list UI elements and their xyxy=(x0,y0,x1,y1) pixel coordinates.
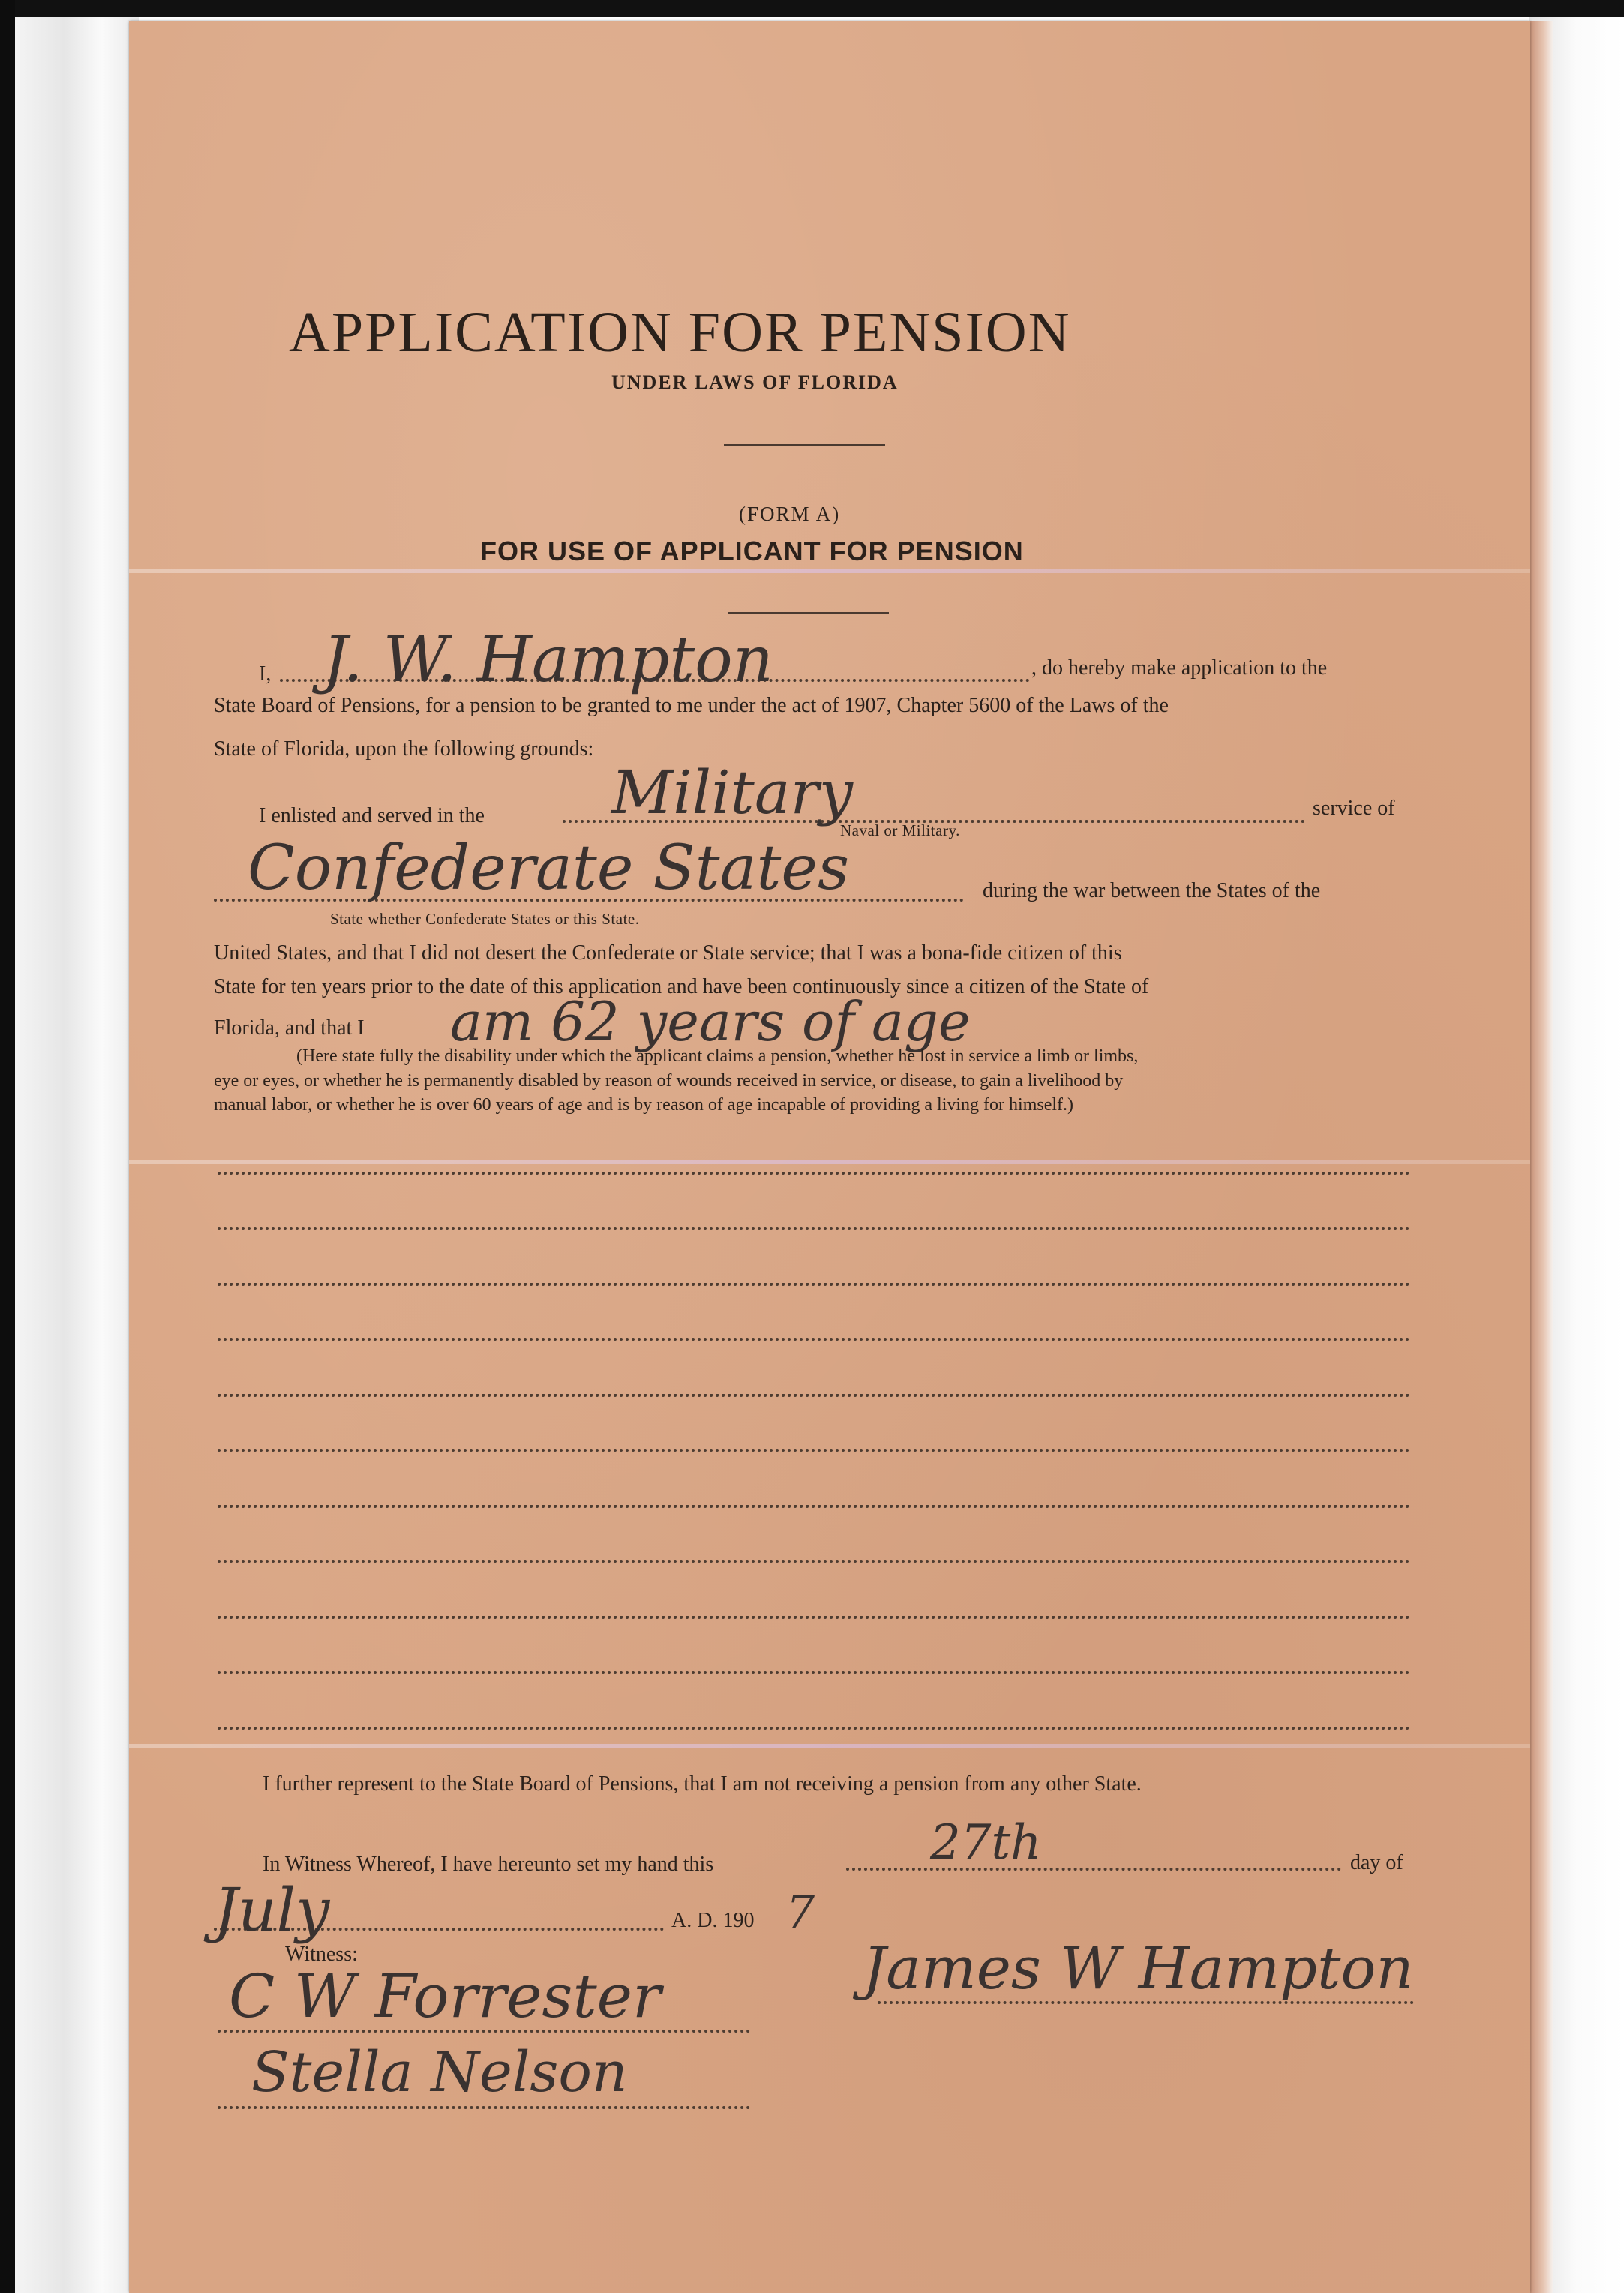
service-tail: service of xyxy=(1313,797,1395,820)
state-tail: during the war between the States of the xyxy=(983,879,1321,902)
further-statement: I further represent to the State Board of Pensions, that I am not receiving a pension from any other State. xyxy=(263,1772,1142,1796)
page-subtitle: UNDER LAWS OF FLORIDA xyxy=(611,371,899,393)
witness-signature-1: C W Forrester xyxy=(229,1961,662,2031)
para1-tail: , do hereby make application to the xyxy=(1031,656,1328,680)
blank-line xyxy=(218,1394,1410,1397)
state-hint: State whether Confederate States or this State. xyxy=(330,910,640,928)
form-label: (FORM A) xyxy=(739,503,841,525)
service-lead: I enlisted and served in the xyxy=(259,804,485,827)
witness-signature-2: Stella Nelson xyxy=(251,2040,628,2105)
blank-line xyxy=(218,1227,1410,1230)
para2-line2: State for ten years prior to the date of this application and have been continuously since a citizen of the State of xyxy=(214,975,1149,998)
para2-line3-lead: Florida, and that I xyxy=(214,1016,365,1040)
paper-edge xyxy=(1530,21,1553,2293)
fold-line xyxy=(129,569,1530,573)
witness-label: Witness: xyxy=(285,1943,358,1966)
state-handwritten: Confederate States xyxy=(248,833,850,904)
blank-line xyxy=(218,1727,1410,1730)
blank-line xyxy=(218,1505,1410,1508)
blank-line xyxy=(218,1671,1410,1674)
blank-line xyxy=(218,1338,1410,1341)
para1-line2: State Board of Pensions, for a pension to be granted to me under the act of 1907, Chapter 5600 of the Laws of the xyxy=(214,694,1169,717)
fold-line xyxy=(129,1160,1530,1164)
blank-line xyxy=(218,1560,1410,1563)
instructions-line3: manual labor, or whether he is over 60 years of age and is by reason of age incapable of providing a living for himself.) xyxy=(214,1095,1073,1115)
blank-line xyxy=(218,1283,1410,1286)
disability-handwritten: am 62 years of age xyxy=(450,990,971,1053)
para1-line3: State of Florida, upon the following grounds: xyxy=(214,737,594,761)
applicant-signature: James W Hampton xyxy=(863,1935,1414,2003)
month-handwritten: July xyxy=(214,1875,330,1945)
day-field-line xyxy=(846,1868,1341,1871)
fold-line xyxy=(129,1744,1530,1748)
instructions-line1: (Here state fully the disability under which the applicant claims a pension, whether he lost in service a limb or limbs, xyxy=(296,1046,1139,1066)
blank-line xyxy=(218,1449,1410,1452)
instructions-line2: eye or eyes, or whether he is permanently disabled by reason of wounds received in service, or disease, to gain a livelihood by xyxy=(214,1071,1124,1091)
scan-border-left xyxy=(0,0,15,2293)
year-handwritten: 7 xyxy=(786,1886,815,1939)
day-handwritten: 27th xyxy=(930,1815,1042,1871)
para2-line1: United States, and that I did not desert the Confederate or State service; that I was a bona-fide citizen of this xyxy=(214,941,1122,965)
applicant-name-handwritten: J. W. Hampton xyxy=(323,623,773,696)
service-hint: Naval or Military. xyxy=(840,821,960,839)
service-handwritten: Military xyxy=(611,758,853,827)
ad-label: A. D. 190 xyxy=(671,1909,755,1932)
witness-tail: day of xyxy=(1350,1851,1403,1874)
blank-line xyxy=(218,1172,1410,1175)
witness-line-2 xyxy=(218,2106,750,2109)
sleeve-left xyxy=(15,17,139,2293)
form-heading: FOR USE OF APPLICANT FOR PENSION xyxy=(480,536,1024,566)
divider xyxy=(724,444,885,446)
blank-line xyxy=(218,1616,1410,1619)
divider xyxy=(728,612,889,614)
scan-border-top xyxy=(0,0,1624,17)
para1-lead: I, xyxy=(259,662,272,686)
page-title: APPLICATION FOR PENSION xyxy=(289,301,1071,364)
witness-lead: In Witness Whereof, I have hereunto set my hand this xyxy=(263,1853,714,1876)
